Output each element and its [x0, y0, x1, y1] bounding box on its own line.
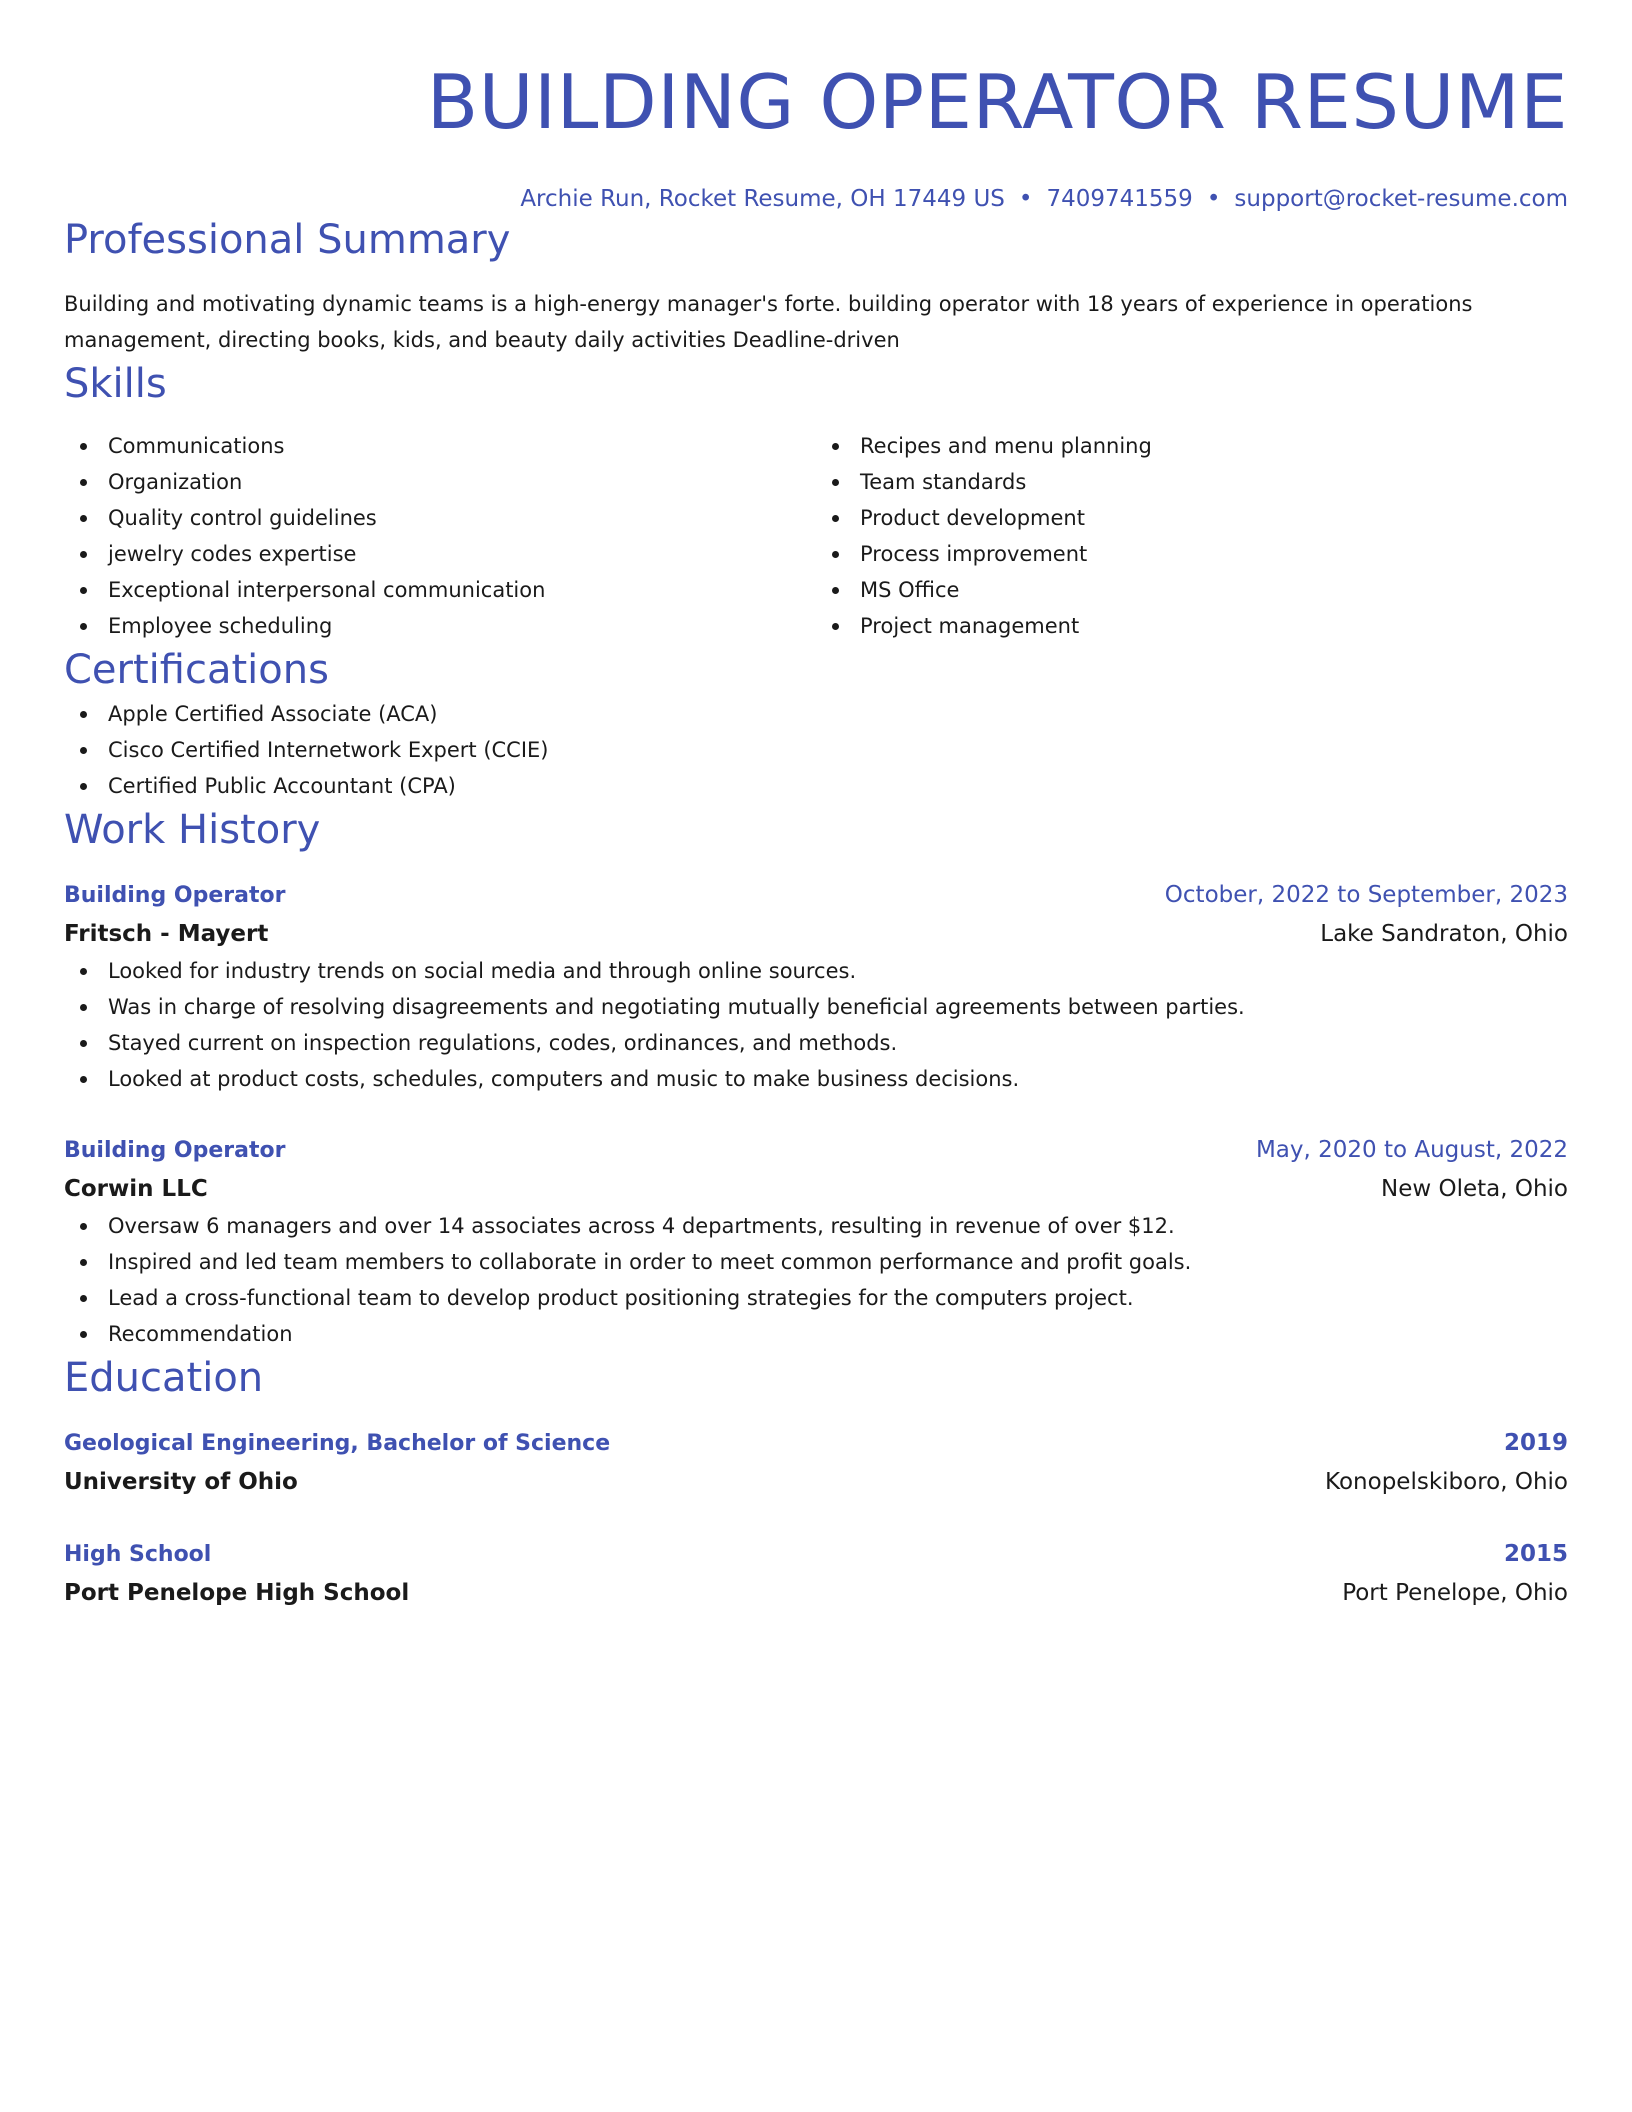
skills-section	[64, 358, 1568, 644]
resume-header	[64, 52, 1568, 214]
certification-item: Cisco Certified Internetwork Expert (CCIE)	[64, 732, 1568, 768]
education-location: Port Penelope, Ohio	[1342, 1580, 1568, 1606]
job-duty-item: Recommendation	[64, 1316, 1568, 1352]
education-school-row	[64, 1574, 1568, 1612]
skill-item: Exceptional interpersonal communication	[64, 572, 816, 608]
job-location: Lake Sandraton, Ohio	[1320, 921, 1568, 947]
education-section	[64, 1352, 1568, 1612]
job-dates: May, 2020 to August, 2022	[1255, 1137, 1568, 1163]
education-school-row	[64, 1463, 1568, 1501]
job-duty-item: Was in charge of resolving disagreements and negotiating mutually beneficial agreements between parties.	[64, 989, 1568, 1025]
education-degree: Geological Engineering, Bachelor of Science	[64, 1431, 611, 1456]
skill-item: Process improvement	[816, 536, 1568, 572]
contact-email: support@rocket-resume.com	[1234, 186, 1568, 212]
job-company-row	[64, 1170, 1568, 1208]
contact-separator: •	[1018, 186, 1033, 212]
job-duties-list	[64, 1208, 1568, 1352]
skill-item: Product development	[816, 500, 1568, 536]
skills-columns	[64, 428, 1568, 644]
work-history-heading: Work History	[64, 807, 321, 853]
education-year: 2015	[1503, 1541, 1568, 1567]
education-heading: Education	[64, 1355, 264, 1401]
skill-item: Organization	[64, 464, 816, 500]
skill-item: Recipes and menu planning	[816, 428, 1568, 464]
contact-separator: •	[1206, 186, 1221, 212]
education-entry	[64, 1535, 1568, 1612]
certifications-heading: Certifications	[64, 647, 329, 693]
job-duty-item: Oversaw 6 managers and over 14 associates across 4 departments, resulting in revenue of over $12.	[64, 1208, 1568, 1244]
skill-item: Employee scheduling	[64, 608, 816, 644]
job-duty-item: Lead a cross-functional team to develop product positioning strategies for the computers project.	[64, 1280, 1568, 1316]
skill-item: jewelry codes expertise	[64, 536, 816, 572]
contact-line	[64, 184, 1568, 214]
resume-title: BUILDING OPERATOR RESUME	[426, 58, 1568, 146]
education-entry	[64, 1424, 1568, 1501]
summary-text: Building and motivating dynamic teams is a high-energy manager's forte. building operator with 18 years of experience in operations management, directing books, kids, and beauty daily activities Deadline-driven	[64, 292, 1473, 352]
job-title: Building Operator	[64, 883, 286, 908]
job-title-row	[64, 1131, 1568, 1170]
contact-address: Archie Run, Rocket Resume, OH 17449 US	[520, 186, 1005, 212]
job-company: Fritsch - Mayert	[64, 921, 269, 947]
job-title-row	[64, 876, 1568, 915]
education-school: Port Penelope High School	[64, 1580, 410, 1606]
work-history-section	[64, 804, 1568, 1352]
education-location: Konopelskiboro, Ohio	[1325, 1469, 1568, 1495]
job-location: New Oleta, Ohio	[1381, 1176, 1568, 1202]
job-duty-item: Looked at product costs, schedules, computers and music to make business decisions.	[64, 1061, 1568, 1097]
education-degree-row	[64, 1424, 1568, 1463]
job-dates: October, 2022 to September, 2023	[1164, 882, 1568, 908]
certification-item: Certified Public Accountant (CPA)	[64, 768, 1568, 804]
summary-heading: Professional Summary	[64, 217, 511, 263]
job-duty-item: Stayed current on inspection regulations, codes, ordinances, and methods.	[64, 1025, 1568, 1061]
education-year: 2019	[1503, 1430, 1568, 1456]
job-entry	[64, 1131, 1568, 1352]
job-title: Building Operator	[64, 1138, 286, 1163]
summary-section	[64, 214, 1568, 358]
skills-list-right	[816, 428, 1568, 644]
skill-item: Project management	[816, 608, 1568, 644]
skills-heading: Skills	[64, 361, 167, 407]
skill-item: Quality control guidelines	[64, 500, 816, 536]
skill-item: Communications	[64, 428, 816, 464]
certifications-list	[64, 696, 1568, 804]
education-degree-row	[64, 1535, 1568, 1574]
education-school: University of Ohio	[64, 1469, 298, 1495]
certification-item: Apple Certified Associate (ACA)	[64, 696, 1568, 732]
job-company-row	[64, 915, 1568, 953]
education-degree: High School	[64, 1542, 212, 1567]
certifications-section	[64, 644, 1568, 804]
job-duties-list	[64, 953, 1568, 1097]
job-duty-item: Inspired and led team members to collaborate in order to meet common performance and profit goals.	[64, 1244, 1568, 1280]
skills-list-left	[64, 428, 816, 644]
job-entry	[64, 876, 1568, 1097]
job-company: Corwin LLC	[64, 1176, 208, 1202]
skill-item: MS Office	[816, 572, 1568, 608]
skill-item: Team standards	[816, 464, 1568, 500]
contact-phone: 7409741559	[1046, 186, 1193, 212]
job-duty-item: Looked for industry trends on social media and through online sources.	[64, 953, 1568, 989]
